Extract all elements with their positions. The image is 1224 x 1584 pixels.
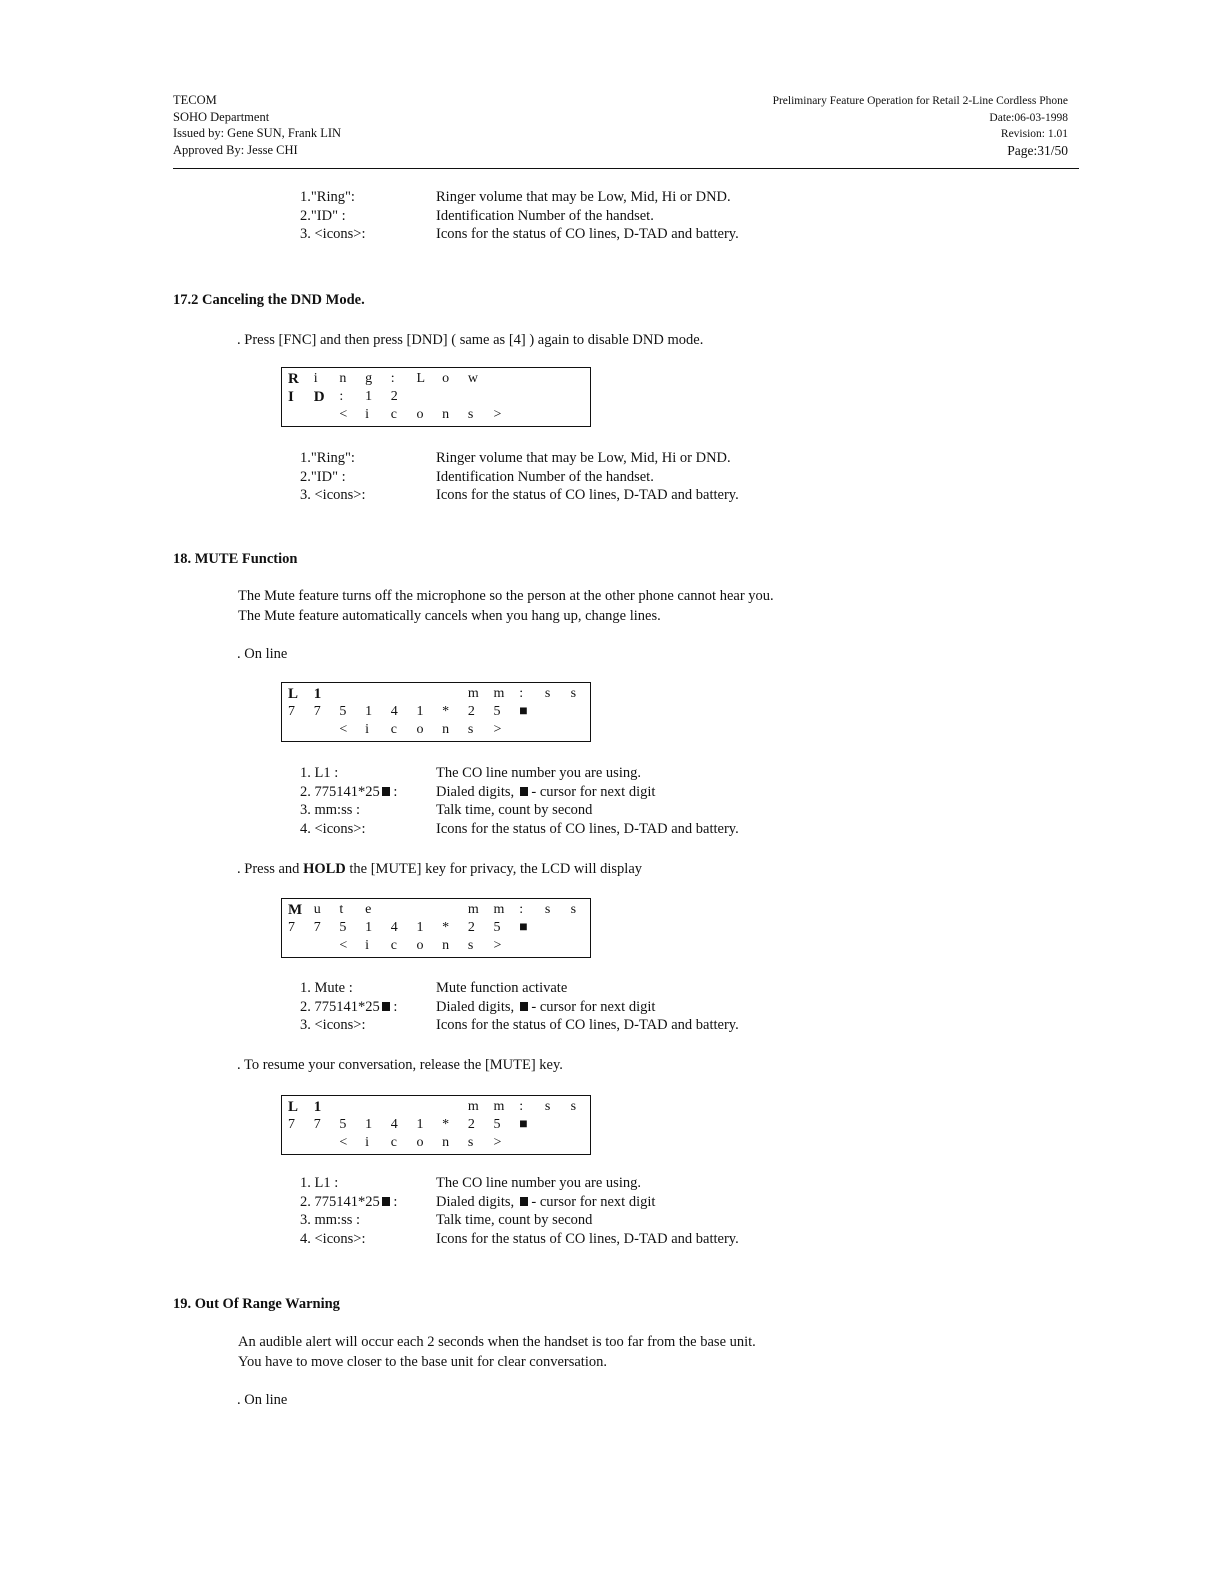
- lcd-row: < i c o n s >: [339, 722, 502, 737]
- definition-item: 3. mm:ss : Talk time, count by second: [300, 802, 593, 818]
- lcd-row: I D : 1 2: [288, 389, 398, 405]
- cursor-icon: [520, 787, 528, 796]
- header-right: [773, 93, 1068, 159]
- approved-by: Approved By: Jesse CHI: [173, 142, 298, 157]
- paragraph: An audible alert will occur each 2 seconds when the handset is too far from the base unit. You have to move closer to the base unit for clear conversation.: [238, 1334, 756, 1370]
- cursor-icon: [520, 1197, 528, 1206]
- lcd-row: < i c o n s >: [339, 1135, 502, 1150]
- definition-item: 4. <icons>: Icons for the status of CO lines, D-TAD and battery.: [300, 1230, 739, 1247]
- document-revision: Revision: 1.01: [1000, 128, 1068, 140]
- definition-item: 1."Ring": Ringer volume that may be Low, Mid, Hi or DND.: [300, 450, 731, 466]
- company-name: TECOM: [173, 93, 217, 107]
- cursor-block: ■: [519, 1117, 528, 1132]
- cursor-icon: [382, 787, 390, 796]
- header-left: [173, 92, 341, 158]
- header-divider: [173, 168, 1079, 169]
- instruction: . To resume your conversation, release the [MUTE] key.: [237, 1057, 563, 1073]
- definition-item: 3. <icons>: Icons for the status of CO lines, D-TAD and battery.: [300, 226, 739, 242]
- mode-label: . On line: [237, 1392, 288, 1408]
- section-heading: 19. Out Of Range Warning: [173, 1296, 340, 1312]
- instruction: . Press and HOLD the [MUTE] key for privacy, the LCD will display: [237, 861, 643, 877]
- lcd-row: L 1 m m : s s: [288, 1099, 577, 1115]
- mode-label: . On line: [237, 646, 288, 662]
- lcd-row: < i c o n s >: [339, 407, 502, 422]
- document-title: Preliminary Feature Operation for Retail 2-Line Cordless Phone: [772, 95, 1068, 107]
- paragraph: The Mute feature turns off the microphone so the person at the other phone cannot hear you. The Mute feature automatically cancels when you hang up, change lines.: [238, 588, 774, 624]
- cursor-icon: [382, 1002, 390, 1011]
- definition-list: [300, 449, 739, 505]
- lcd-row: L 1 m m : s s: [288, 686, 577, 702]
- lcd-row: 7 7 5 1 4 1 * 2 5 ■: [288, 703, 590, 721]
- cursor-block: ■: [519, 704, 528, 719]
- lcd-row: M u t e m m : s s: [288, 902, 577, 918]
- definition-item: 2. 775141*25 : Dialed digits, - cursor for next digit: [300, 998, 656, 1015]
- section-heading: 18. MUTE Function: [173, 551, 298, 567]
- lcd-display: [281, 898, 591, 958]
- definition-item: 2. 775141*25 : Dialed digits, - cursor for next digit: [300, 1193, 656, 1210]
- lcd-display: [281, 1095, 591, 1155]
- lcd-display: [281, 367, 591, 427]
- lcd-display: [281, 682, 591, 742]
- cursor-icon: [382, 1197, 390, 1206]
- definition-list: [300, 188, 739, 244]
- definition-item: 1."Ring": Ringer volume that may be Low, Mid, Hi or DND.: [300, 189, 731, 205]
- lcd-row: R i n g : L o w: [288, 371, 478, 387]
- definition-item: 1. Mute : Mute function activate: [300, 980, 568, 996]
- definition-list: [300, 1174, 739, 1248]
- definition-item: 3. mm:ss : Talk time, count by second: [300, 1212, 593, 1228]
- issued-by: Issued by: Gene SUN, Frank LIN: [173, 126, 342, 140]
- definition-item: 1. L1 : The CO line number you are using.: [300, 1175, 641, 1191]
- cursor-icon: [520, 1002, 528, 1011]
- definition-item: 1. L1 : The CO line number you are using.: [300, 765, 641, 781]
- lcd-row: 7 7 5 1 4 1 * 2 5 ■: [288, 919, 590, 937]
- definition-item: 2."ID" : Identification Number of the handset.: [300, 207, 654, 224]
- lcd-row: < i c o n s >: [339, 938, 502, 953]
- department: SOHO Department: [173, 109, 270, 124]
- lcd-row: 7 7 5 1 4 1 * 2 5 ■: [288, 1116, 590, 1134]
- document-date: Date:06-03-1998: [989, 111, 1068, 124]
- definition-item: 2. 775141*25 : Dialed digits, - cursor for next digit: [300, 783, 656, 800]
- definition-item: 2."ID" : Identification Number of the handset.: [300, 468, 654, 485]
- section-heading: 17.2 Canceling the DND Mode.: [173, 292, 365, 308]
- definition-list: [300, 979, 739, 1035]
- definition-item: 3. <icons>: Icons for the status of CO lines, D-TAD and battery.: [300, 1017, 739, 1033]
- page-number: Page:31/50: [1007, 142, 1068, 158]
- definition-item: 4. <icons>: Icons for the status of CO lines, D-TAD and battery.: [300, 820, 739, 837]
- instruction: . Press [FNC] and then press [DND] ( same as [4] ) again to disable DND mode.: [237, 332, 704, 348]
- definition-list: [300, 764, 739, 838]
- definition-item: 3. <icons>: Icons for the status of CO lines, D-TAD and battery.: [300, 487, 739, 503]
- cursor-block: ■: [519, 920, 528, 935]
